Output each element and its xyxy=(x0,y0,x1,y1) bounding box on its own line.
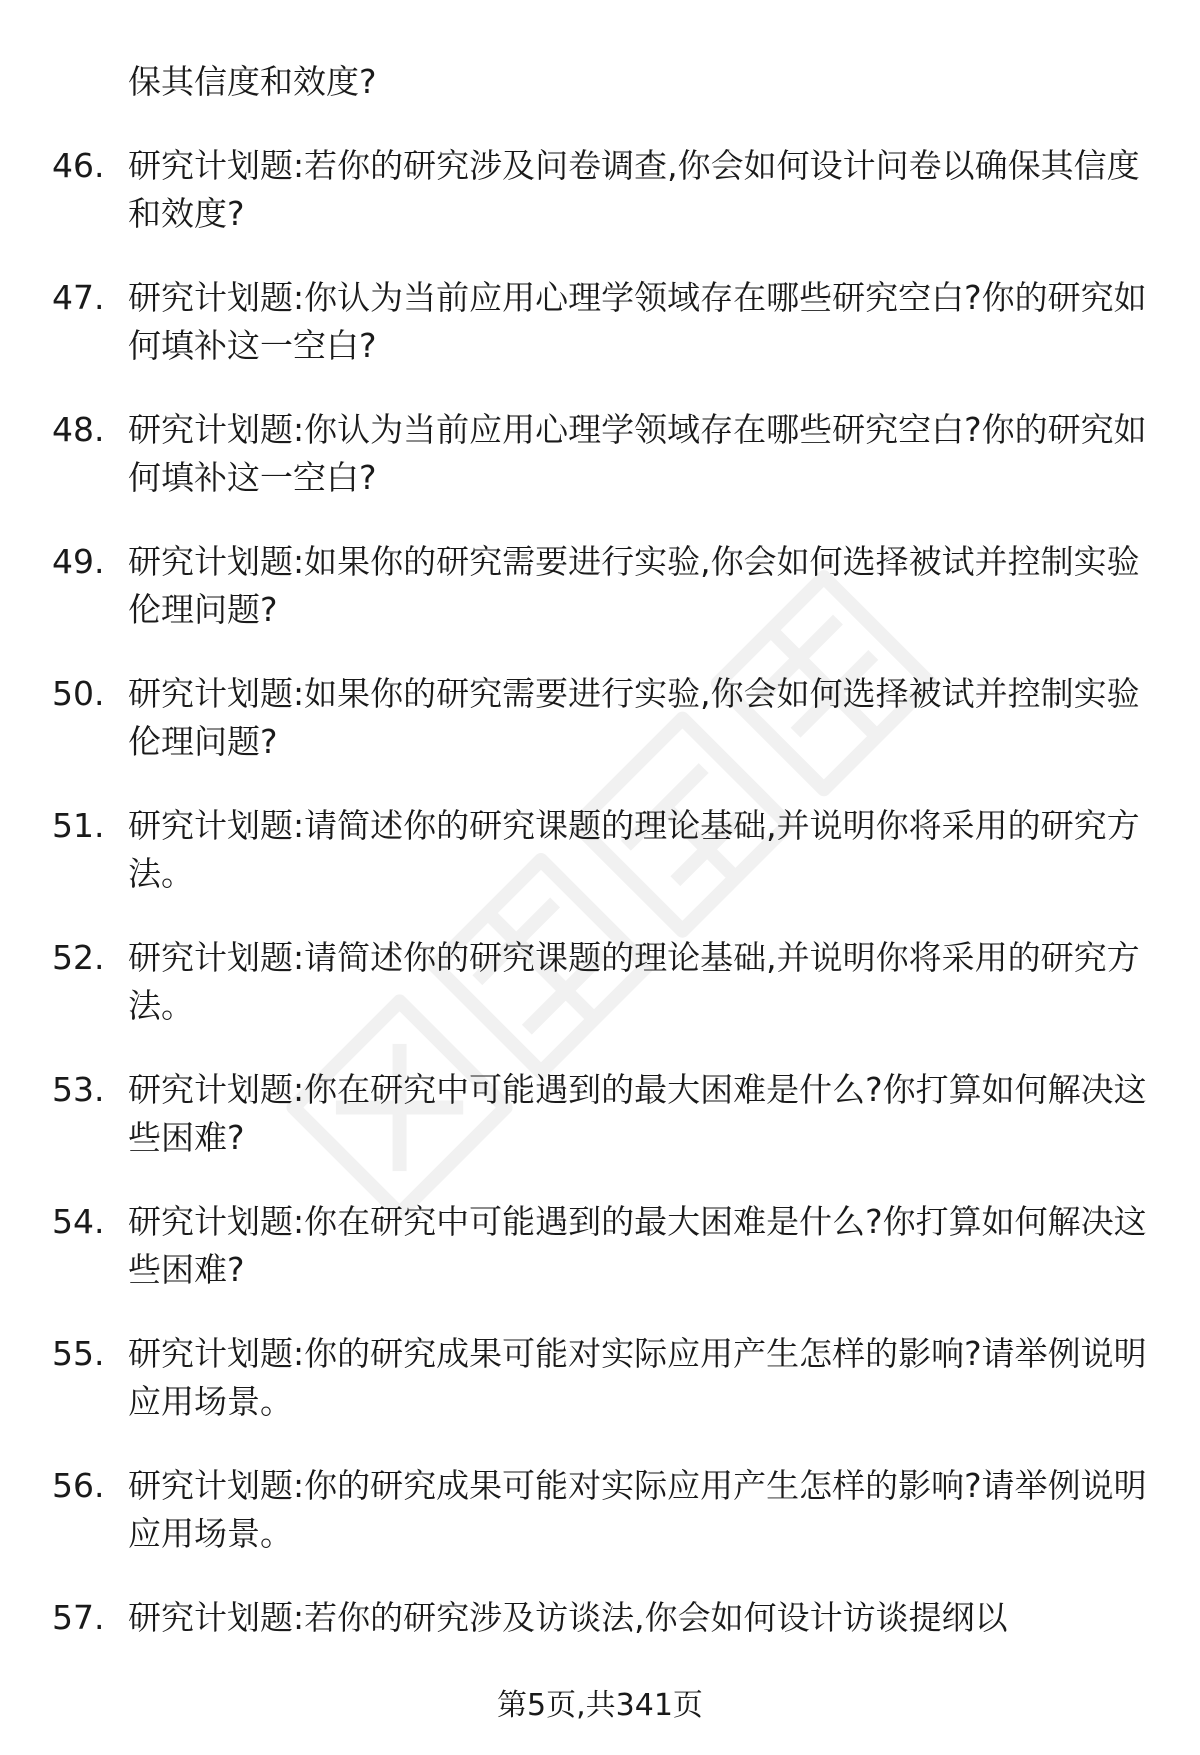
question-number: 53. xyxy=(52,1070,105,1109)
question-item xyxy=(52,1594,1152,1642)
question-number: 47. xyxy=(52,278,105,317)
question-text: 研究计划题:若你的研究涉及访谈法,你会如何设计访谈提纲以 xyxy=(128,1598,1008,1637)
question-text: 研究计划题:如果你的研究需要进行实验,你会如何选择被试并控制实验伦理问题? xyxy=(128,674,1140,761)
question-number: 57. xyxy=(52,1598,105,1637)
question-list xyxy=(52,58,1152,1678)
question-number: 46. xyxy=(52,146,105,185)
question-item xyxy=(52,142,1152,238)
question-item xyxy=(52,1462,1152,1558)
question-text: 研究计划题:如果你的研究需要进行实验,你会如何选择被试并控制实验伦理问题? xyxy=(128,542,1140,629)
question-number: 49. xyxy=(52,542,105,581)
question-item xyxy=(52,802,1152,898)
question-number: 56. xyxy=(52,1466,105,1505)
question-number: 52. xyxy=(52,938,105,977)
question-text: 研究计划题:你的研究成果可能对实际应用产生怎样的影响?请举例说明应用场景。 xyxy=(128,1334,1147,1421)
question-item xyxy=(52,274,1152,370)
question-item xyxy=(52,934,1152,1030)
question-text: 研究计划题:你在研究中可能遇到的最大困难是什么?你打算如何解决这些困难? xyxy=(128,1202,1147,1289)
question-text: 研究计划题:若你的研究涉及问卷调查,你会如何设计问卷以确保其信度和效度? xyxy=(128,146,1140,233)
question-text: 研究计划题:你认为当前应用心理学领域存在哪些研究空白?你的研究如何填补这一空白? xyxy=(128,278,1147,365)
question-item xyxy=(52,1066,1152,1162)
question-number: 48. xyxy=(52,410,105,449)
question-text: 研究计划题:请简述你的研究课题的理论基础,并说明你将采用的研究方法。 xyxy=(128,938,1140,1025)
question-number: 51. xyxy=(52,806,105,845)
question-item xyxy=(52,670,1152,766)
page-footer: 第5页,共341页 xyxy=(497,1688,703,1723)
question-text: 研究计划题:你在研究中可能遇到的最大困难是什么?你打算如何解决这些困难? xyxy=(128,1070,1147,1157)
question-number: 55. xyxy=(52,1334,105,1373)
question-number: 54. xyxy=(52,1202,105,1241)
question-text: 研究计划题:你的研究成果可能对实际应用产生怎样的影响?请举例说明应用场景。 xyxy=(128,1466,1147,1553)
question-item xyxy=(52,1330,1152,1426)
question-item xyxy=(52,406,1152,502)
question-number: 50. xyxy=(52,674,105,713)
question-text: 研究计划题:请简述你的研究课题的理论基础,并说明你将采用的研究方法。 xyxy=(128,806,1140,893)
question-text: 研究计划题:你认为当前应用心理学领域存在哪些研究空白?你的研究如何填补这一空白? xyxy=(128,410,1147,497)
question-item xyxy=(52,538,1152,634)
continuation-line: 保其信度和效度? xyxy=(128,62,377,101)
question-item xyxy=(52,1198,1152,1294)
